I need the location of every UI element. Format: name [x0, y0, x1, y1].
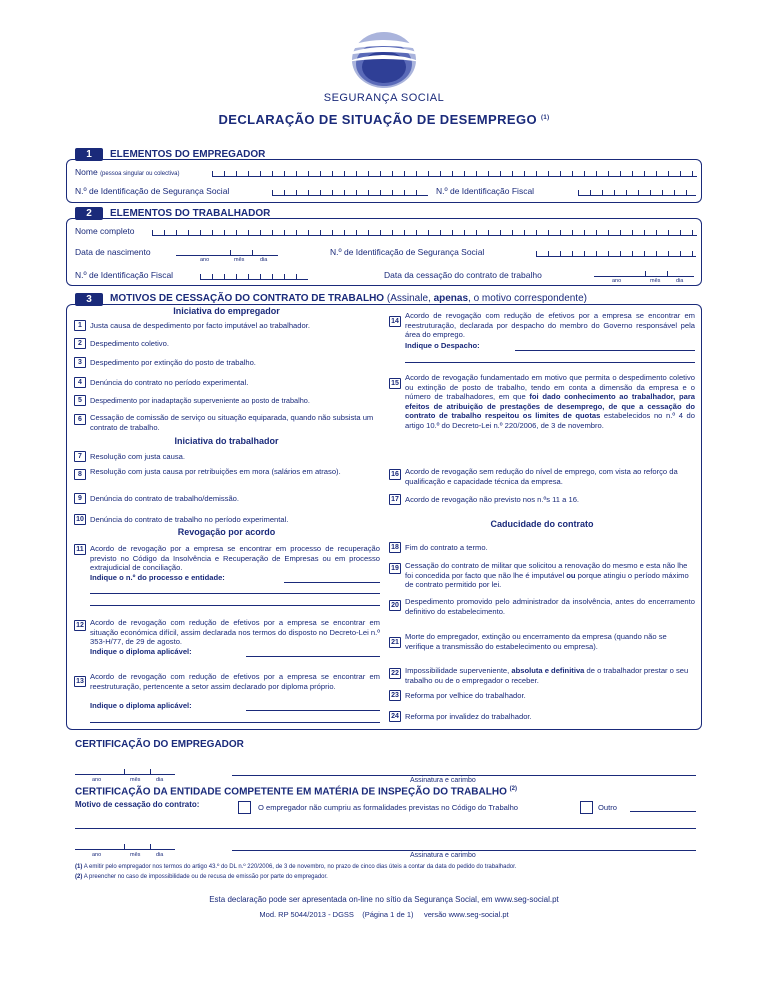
reason-detail-input[interactable] [75, 828, 696, 829]
option-24-label: Reforma por invalidez do trabalhador. [405, 712, 532, 721]
reason-formalities-label: O empregador não cumpriu as formalidades previstas no Código do Trabalho [258, 803, 519, 812]
birth-date-field[interactable] [176, 248, 278, 256]
option-17-label: Acordo de revogação não previsto nos n.ºs 11 a 16. [405, 495, 580, 504]
option-13-prompt: Indique o diploma aplicável: [90, 701, 192, 710]
heading-employer-initiative: Iniciativa do empregador [173, 306, 280, 316]
option-3-label: Despedimento por extinção do posto de trabalho. [90, 358, 256, 367]
employer-niss-label: N.º de Identificação de Segurança Social [75, 186, 230, 196]
option-4-checkbox[interactable]: 4 [74, 377, 86, 388]
option-23-label: Reforma por velhice do trabalhador. [405, 691, 526, 700]
option-13-input-b[interactable] [90, 722, 380, 723]
option-12-prompt: Indique o diploma aplicável: [90, 647, 192, 656]
footnote-2: (2) A preencher no caso de impossibilidade ou de recusa de emissão por parte do empregador. [75, 874, 328, 880]
brand-name: SEGURANÇA SOCIAL [323, 92, 445, 104]
option-11-input-c[interactable] [90, 605, 380, 606]
option-22-label: Impossibilidade superveniente, absoluta e definitiva de o trabalhador prestar o seu trabalho ou de o empregador o receber. [405, 666, 689, 685]
option-10-checkbox[interactable]: 10 [74, 514, 86, 525]
option-12-checkbox[interactable]: 12 [74, 620, 86, 631]
option-14-prompt: Indique o Despacho: [405, 341, 480, 350]
option-22-checkbox[interactable]: 22 [389, 668, 401, 679]
heading-agreement: Revogação por acordo [177, 527, 276, 537]
option-20-label: Despedimento promovido pelo administrador da insolvência, antes do encerramento definitivo do estabelecimento. [405, 597, 695, 616]
employer-name-field[interactable] [212, 168, 697, 177]
option-6-checkbox[interactable]: 6 [74, 414, 86, 425]
section-1-box [66, 159, 702, 203]
option-7-label: Resolução com justa causa. [90, 452, 185, 461]
worker-nif-field[interactable] [200, 271, 308, 280]
online-submission-note: Esta declaração pode ser apresentada on-line no sítio da Segurança Social, em www.seg-social.pt [209, 895, 559, 904]
option-14-input-a[interactable] [515, 350, 695, 351]
employer-nif-field[interactable] [578, 187, 696, 196]
option-1-checkbox[interactable]: 1 [74, 320, 86, 331]
section-1-title: ELEMENTOS DO EMPREGADOR [110, 149, 266, 160]
option-3-checkbox[interactable]: 3 [74, 357, 86, 368]
option-11-input-b[interactable] [90, 593, 380, 594]
cessation-date-label: Data da cessação do contrato de trabalho [384, 270, 542, 280]
section-1-number: 1 [75, 148, 103, 161]
reason-other-label: Outro [598, 803, 617, 812]
option-5-checkbox[interactable]: 5 [74, 395, 86, 406]
option-17-checkbox[interactable]: 17 [389, 494, 401, 505]
option-8-checkbox[interactable]: 8 [74, 469, 86, 480]
reason-other-checkbox[interactable] [580, 801, 593, 814]
option-11-label: Acordo de revogação por a empresa se encontrar em processo de recuperação previsto no Código da Insolvência e Recuperação de Empresas ou em processo extrajudicial de conciliação. [90, 544, 380, 572]
cessation-date-field[interactable] [594, 269, 694, 277]
option-9-checkbox[interactable]: 9 [74, 493, 86, 504]
option-14-label: Acordo de revogação com redução de efetivos por a empresa se encontrar em reestruturação, declarada por despacho do membro do Governo responsável pela área do emprego. [405, 311, 695, 339]
option-15-label: Acordo de revogação fundamentado em motivo que permita o despedimento coletivo ou extinção de posto de trabalho, tendo em conta a dimensão da empresa e o número de trabalhadores, em que foi dado conhecimento ao trabalhador, para efeitos de atribuição de prestações de desemprego, de que a cessação do contrato de trabalho respeitou os limites de quotas estabelecidos no n.º 4 do artigo 10.º do Decreto-Lei n.º 220/2006, de 3 de novembro. [405, 373, 696, 430]
option-21-label: Morte do empregador, extinção ou encerramento da empresa (quando não se verifique a transmissão do estabelecimento ou empresa). [405, 632, 667, 651]
birth-date-label: Data de nascimento [75, 247, 151, 257]
employer-cert-date[interactable] [75, 767, 175, 775]
reason-label: Motivo de cessação do contrato: [75, 800, 200, 809]
section-3-number: 3 [75, 293, 103, 306]
option-13-checkbox[interactable]: 13 [74, 676, 86, 687]
option-10-label: Denúncia do contrato de trabalho no período experimental. [90, 515, 289, 524]
section-2-number: 2 [75, 207, 103, 220]
option-2-label: Despedimento coletivo. [90, 339, 169, 348]
option-14-checkbox[interactable]: 14 [389, 316, 401, 327]
option-18-label: Fim do contrato a termo. [405, 543, 488, 552]
employer-niss-field[interactable] [272, 187, 428, 196]
page-title: DECLARAÇÃO DE SITUAÇÃO DE DESEMPREGO $^{(1)}$ [218, 112, 550, 127]
option-11-input-a[interactable] [284, 582, 380, 583]
worker-name-field[interactable] [152, 227, 697, 236]
inspection-signature-line[interactable] [232, 850, 696, 851]
form-reference: Mod. RP 5044/2013 - DGSS (Página 1 de 1) versão www.seg-social.pt [259, 910, 509, 919]
option-11-prompt: Indique o n.º do processo e entidade: [90, 573, 225, 582]
employer-signature-label: Assinatura e carimbo [410, 777, 476, 784]
option-5-label: Despedimento por inadaptação superveniente ao posto de trabalho. [90, 396, 310, 405]
reason-other-input[interactable] [630, 811, 696, 812]
inspection-certification-title: CERTIFICAÇÃO DA ENTIDADE COMPETENTE EM MATÉRIA DE INSPEÇÃO DO TRABALHO $^{(2)}$ [75, 786, 517, 798]
option-18-checkbox[interactable]: 18 [389, 542, 401, 553]
worker-niss-label: N.º de Identificação de Segurança Social [330, 247, 485, 257]
inspection-cert-date[interactable] [75, 842, 175, 850]
option-7-checkbox[interactable]: 7 [74, 451, 86, 462]
option-14-input-b[interactable] [405, 362, 695, 363]
option-24-checkbox[interactable]: 24 [389, 711, 401, 722]
section-2-title: ELEMENTOS DO TRABALHADOR [110, 208, 271, 219]
option-12-label: Acordo de revogação com redução de efetivos por a empresa se encontrar em situação económica difícil, assim declarada nos termos do disposto no Decreto-Lei n.º 353-H/77, de 29 de agosto. [90, 618, 380, 646]
seguranca-social-logo [332, 22, 436, 92]
worker-name-label: Nome completo [75, 226, 135, 236]
option-4-label: Denúncia do contrato no período experimental. [90, 378, 249, 387]
option-16-label: Acordo de revogação sem redução do nível de emprego, com vista ao reforço da qualificação e capacidade técnica da empresa. [405, 467, 678, 486]
option-1-label: Justa causa de despedimento por facto imputável ao trabalhador. [90, 321, 310, 330]
heading-expiry: Caducidade do contrato [490, 519, 594, 529]
option-9-label: Denúncia do contrato de trabalho/demissão. [90, 494, 240, 503]
option-16-checkbox[interactable]: 16 [389, 469, 401, 480]
employer-certification-title: CERTIFICAÇÃO DO EMPREGADOR [75, 739, 244, 750]
option-11-checkbox[interactable]: 11 [74, 544, 86, 555]
option-19-label: Cessação do contrato de militar que solicitou a renovação do mesmo e esta não lhe foi concedida por facto que não lhe é imputável ou porque atingiu o período máximo de contrato permitido por lei. [405, 561, 689, 589]
option-12-input[interactable] [246, 656, 380, 657]
option-2-checkbox[interactable]: 2 [74, 338, 86, 349]
worker-nif-label: N.º de Identificação Fiscal [75, 270, 174, 280]
option-13-input-a[interactable] [246, 710, 380, 711]
option-23-checkbox[interactable]: 23 [389, 690, 401, 701]
option-19-checkbox[interactable]: 19 [389, 563, 401, 574]
worker-niss-field[interactable] [536, 248, 696, 257]
option-6-label: Cessação de comissão de serviço ou situação equiparada, quando não subsista um contrato de trabalho. [90, 413, 374, 432]
footnote-1: (1) A emitir pelo empregador nos termos do artigo 43.º do DL n.º 220/2006, de 3 de novembro, no prazo de cinco dias úteis a contar da data do pedido do trabalhador. [75, 864, 517, 870]
option-21-checkbox[interactable]: 21 [389, 637, 401, 648]
option-13-label: Acordo de revogação com redução de efetivos por a empresa se encontrar em reestruturação, pertencente a setor assim declarado por diploma próprio. [90, 672, 380, 691]
option-20-checkbox[interactable]: 20 [389, 600, 401, 611]
heading-worker-initiative: Iniciativa do trabalhador [174, 436, 279, 446]
employer-nif-label: N.º de Identificação Fiscal [436, 186, 535, 196]
section-3-title: MOTIVOS DE CESSAÇÃO DO CONTRATO DE TRABALHO (Assinale, apenas, o motivo correspondente) [110, 293, 587, 304]
option-15-checkbox[interactable]: 15 [389, 378, 401, 389]
employer-name-label: Nome (pessoa singular ou colectiva) [75, 167, 180, 177]
inspection-signature-label: Assinatura e carimbo [410, 852, 476, 859]
option-8-label: Resolução com justa causa por retribuições em mora (salários em atraso). [90, 467, 341, 476]
reason-formalities-checkbox[interactable] [238, 801, 251, 814]
employer-signature-line[interactable] [232, 775, 696, 776]
